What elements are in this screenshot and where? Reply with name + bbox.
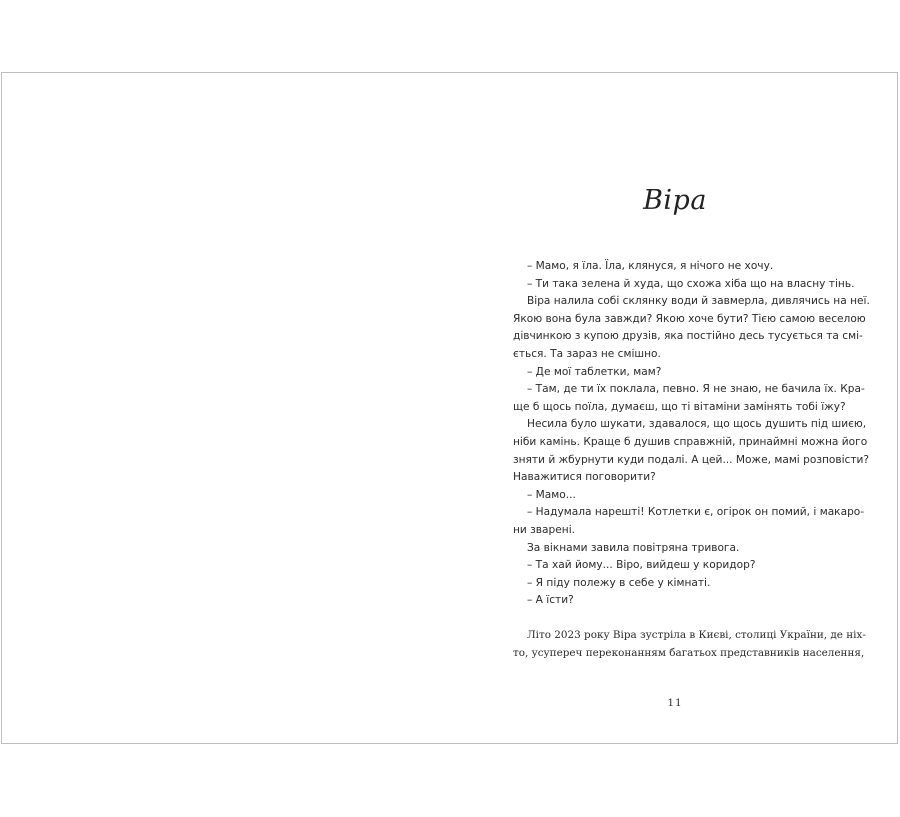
text-line: – Та хай йому... Віро, вийдеш у коридор? <box>527 559 756 572</box>
page-number: 11 <box>667 697 683 709</box>
section-gap <box>513 610 847 628</box>
chapter-title: Віра <box>643 185 707 216</box>
right-page <box>451 73 899 743</box>
text-line: За вікнами завила повітряна тривога. <box>527 541 740 554</box>
text-line: ни зварені. <box>513 523 576 536</box>
text-line: – А їсти? <box>527 594 574 607</box>
text-line: – Я піду полежу в себе у кімнаті. <box>527 576 711 589</box>
text-line: ніби камінь. Краще б душив справжній, принаймні можна його <box>513 435 868 448</box>
text-line: Несила було шукати, здавалося, що щось душить під шиєю, <box>527 418 867 431</box>
text-line: Літо 2023 року Віра зустріла в Києві, столиці України, де ніх- <box>527 629 866 642</box>
book-spread <box>1 72 898 744</box>
text-line: – Надумала нарешті! Котлетки є, огірок он помий, і макаро- <box>527 506 865 519</box>
text-line: Віра налила собі склянку води й завмерла, дивлячись на неї. <box>527 295 870 308</box>
text-line: – Мамо, я їла. Їла, клянуся, я нічого не хочу. <box>527 260 774 272</box>
text-line: ється. Та зараз не смішно. <box>513 347 661 360</box>
text-line: то, усупереч переконанням багатьох представників населення, <box>513 647 865 660</box>
text-line: зняти й жбурнути куди подалі. А цей... Може, мамі розповісти? <box>513 453 870 466</box>
text-line: – Де мої таблетки, мам? <box>527 365 662 378</box>
chapter-body <box>513 258 870 663</box>
text-line: – Там, де ти їх поклала, певно. Я не знаю, не бачила їх. Кра- <box>527 383 865 396</box>
text-line: Наважитися поговорити? <box>513 471 656 484</box>
text-line: – Мамо... <box>527 488 576 501</box>
text-line: ще б щось поїла, думаєш, що ті вітаміни замінять тобі їжу? <box>513 400 846 413</box>
text-line: дівчинкою з купою друзів, яка постійно десь тусується та смі- <box>513 330 863 343</box>
text-line: Якою вона була завжди? Якою хоче бути? Тією самою веселою <box>513 312 866 325</box>
left-page-blank <box>2 73 451 743</box>
text-line: – Ти така зелена й худа, що схожа хіба що на власну тінь. <box>527 277 855 290</box>
